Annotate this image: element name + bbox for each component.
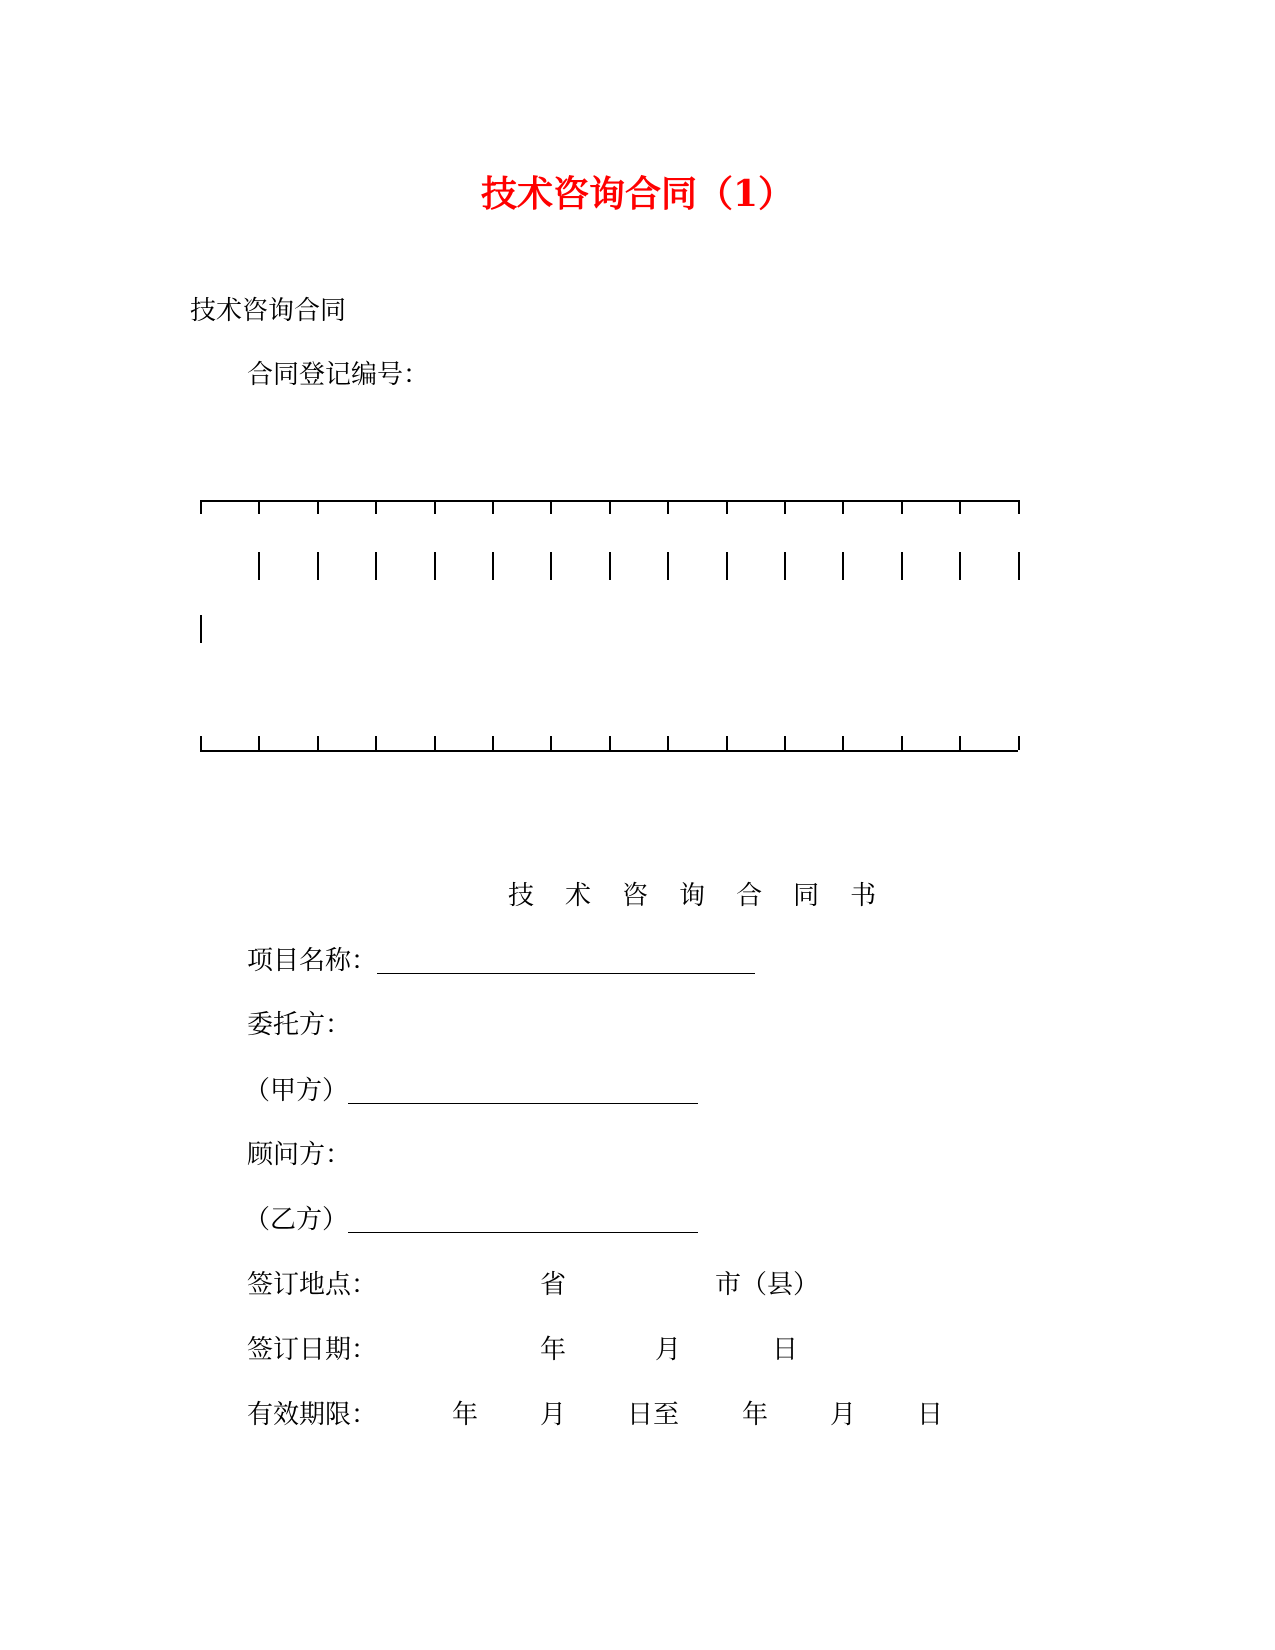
validity-end-month: 月 [830,1400,857,1430]
grid-top-tick [375,500,377,514]
grid-bottom-tick [901,736,903,750]
validity-start-year: 年 [452,1400,479,1430]
sign-date-year: 年 [540,1335,567,1365]
project-name-blank [377,949,755,974]
validity-start-day-to: 日至 [627,1400,680,1430]
grid-top-tick [550,500,552,514]
grid-cell-divider [901,552,903,580]
grid-bottom-border [200,750,1018,752]
grid-bottom-tick [258,736,260,750]
party-b-row [244,1207,698,1233]
registration-number-label: 合同登记编号： [247,360,430,390]
party-a-row [244,1078,698,1104]
grid-top-tick [434,500,436,514]
grid-cell-divider [842,552,844,580]
sign-date-label: 签订日期： [247,1335,378,1365]
sub-title-char: 书 [850,881,877,911]
sign-date-month: 月 [655,1335,682,1365]
grid-bottom-tick [317,736,319,750]
grid-bottom-tick [200,736,202,750]
project-name-row [247,948,755,974]
grid-top-tick [200,500,202,514]
grid-cell-divider [1018,552,1020,580]
sub-title-char: 询 [679,881,706,911]
grid-top-tick [317,500,319,514]
grid-cell-divider [317,552,319,580]
grid-bottom-tick [609,736,611,750]
grid-cell-divider [492,552,494,580]
consultant-label: 顾问方： [247,1140,352,1170]
grid-bottom-tick [375,736,377,750]
grid-cell-divider [375,552,377,580]
grid-top-tick [258,500,260,514]
registration-number-grid [200,500,1018,750]
grid-bottom-tick [1018,736,1020,750]
project-name-label: 项目名称： [247,946,378,976]
validity-label: 有效期限： [247,1400,378,1430]
sign-date-day: 日 [772,1335,799,1365]
party-b-blank [348,1208,698,1233]
party-a-label: （甲方） [244,1076,349,1106]
grid-top-tick [842,500,844,514]
sub-title-char: 合 [736,881,763,911]
sub-title-char: 咨 [622,881,649,911]
validity-end-year: 年 [742,1400,769,1430]
grid-bottom-tick [434,736,436,750]
party-b-label: （乙方） [244,1205,349,1235]
grid-top-tick [609,500,611,514]
grid-left-bar [200,615,202,643]
grid-cell-divider [959,552,961,580]
validity-start-month: 月 [540,1400,567,1430]
grid-cell-divider [258,552,260,580]
grid-bottom-tick [550,736,552,750]
sub-title-char: 术 [565,881,592,911]
city-county-label: 市（县） [715,1270,820,1300]
grid-bottom-tick [667,736,669,750]
sub-title-char: 同 [793,881,820,911]
document-title: 技术咨询合同（1） [480,173,795,215]
client-label: 委托方： [247,1010,352,1040]
grid-top-tick [784,500,786,514]
sign-place-label: 签订地点： [247,1270,378,1300]
grid-cell-divider [434,552,436,580]
province-label: 省 [540,1270,567,1300]
grid-bottom-tick [842,736,844,750]
grid-bottom-tick [784,736,786,750]
grid-cell-divider [550,552,552,580]
contract-book-title [508,883,907,909]
grid-top-tick [901,500,903,514]
sub-title-char: 技 [508,881,535,911]
grid-top-tick [667,500,669,514]
grid-bottom-tick [726,736,728,750]
doc-heading: 技术咨询合同 [190,296,347,326]
grid-cell-divider [726,552,728,580]
grid-top-tick [1018,500,1020,514]
grid-top-tick [959,500,961,514]
grid-top-tick [726,500,728,514]
validity-end-day: 日 [917,1400,944,1430]
grid-cell-divider [667,552,669,580]
grid-cell-divider [609,552,611,580]
grid-bottom-tick [959,736,961,750]
party-a-blank [348,1079,698,1104]
grid-bottom-tick [492,736,494,750]
grid-top-tick [492,500,494,514]
grid-cell-divider [784,552,786,580]
